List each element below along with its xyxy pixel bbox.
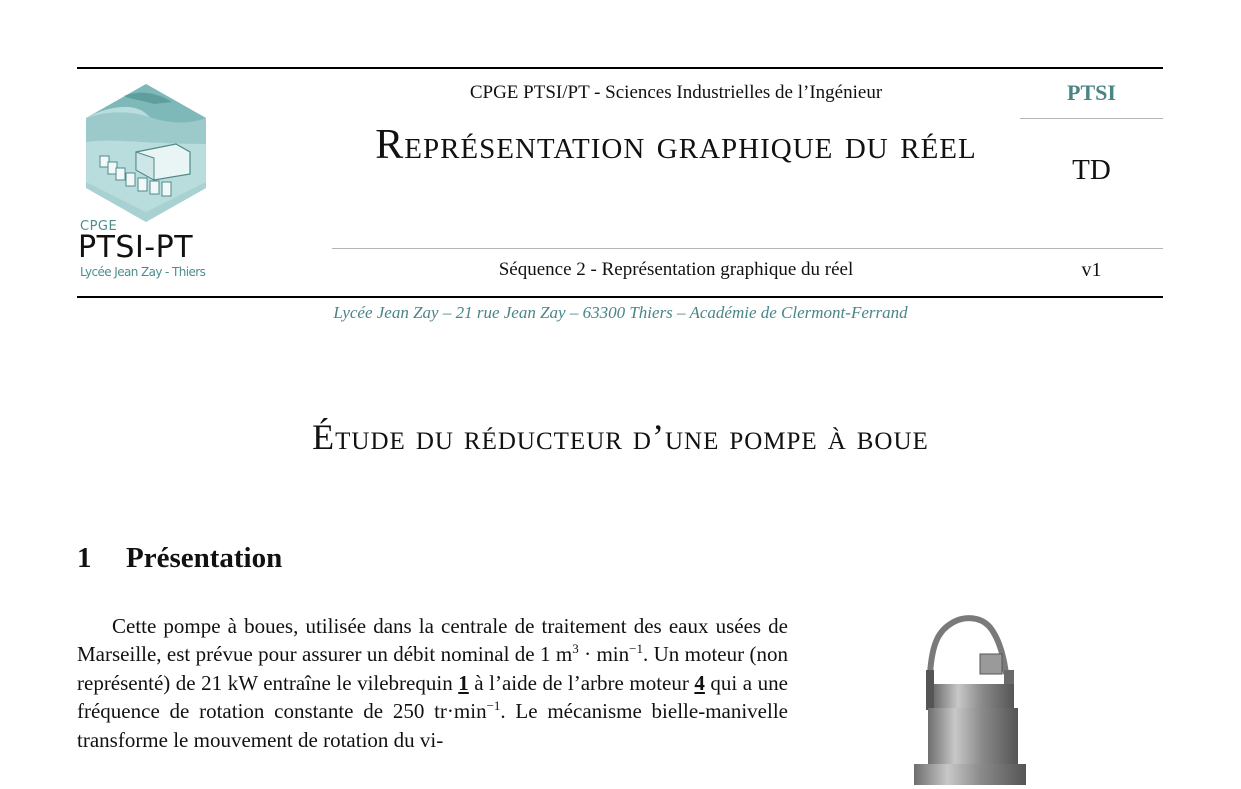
section-number: 1	[77, 542, 92, 574]
part-reference: 1	[458, 670, 469, 695]
class-badge: PTSI	[1067, 80, 1116, 105]
paragraph-text: . Le mécanisme bielle-manivelle transforme le mouvement de rotation du vi-	[77, 699, 788, 752]
logo-lycee-text: Lycée Jean Zay - Thiers	[80, 265, 206, 279]
paragraph-text: . Un moteur (non représenté) de 21 kW entraîne le vilebrequin	[77, 642, 788, 695]
section-heading	[77, 542, 282, 575]
header-sequence: Séquence 2 - Représentation graphique du réel	[498, 259, 854, 280]
header-middle-rule	[332, 248, 1163, 249]
hexagon-logo-icon	[84, 82, 208, 224]
header-right-rule	[1020, 118, 1163, 119]
header-title: Représentation graphique du réel	[375, 122, 977, 168]
document-title: Étude du réducteur d’une pompe à boue	[312, 417, 929, 457]
logo-ptsi-pt-text: PTSI-PT	[78, 230, 194, 265]
presentation-paragraph	[77, 612, 788, 754]
superscript: −1	[629, 641, 643, 657]
paragraph-text: à l’aide de l’arbre moteur	[468, 670, 695, 695]
version-label: v1	[1081, 259, 1102, 281]
school-address: Lycée Jean Zay – 21 rue Jean Zay – 63300 Thiers – Académie de Clermont-Ferrand	[333, 303, 908, 322]
pump-photo	[900, 614, 1040, 785]
header-top-rule	[77, 67, 1163, 69]
header-bottom-rule	[77, 296, 1163, 298]
paragraph-text: qui a une fréquence de rotation constante de 250 tr·min	[77, 670, 788, 724]
pump-image-icon	[900, 614, 1040, 785]
superscript: 3	[572, 641, 579, 657]
doc-type-label: TD	[1072, 154, 1111, 186]
paragraph-text: Cette pompe à boues, utilisée dans la centrale de traitement des eaux usées de Marseille, est prévue pour assurer un débit nominal de 1 m	[77, 614, 788, 667]
school-logo	[78, 82, 218, 287]
paragraph-text: · min	[578, 642, 630, 667]
section-title: Présentation	[126, 542, 283, 574]
part-reference: 4	[694, 670, 705, 695]
superscript: −1	[486, 698, 501, 714]
header-subtitle: CPGE PTSI/PT - Sciences Industrielles de l’Ingénieur	[469, 82, 883, 103]
logo-cpge-text: CPGE	[80, 219, 118, 234]
